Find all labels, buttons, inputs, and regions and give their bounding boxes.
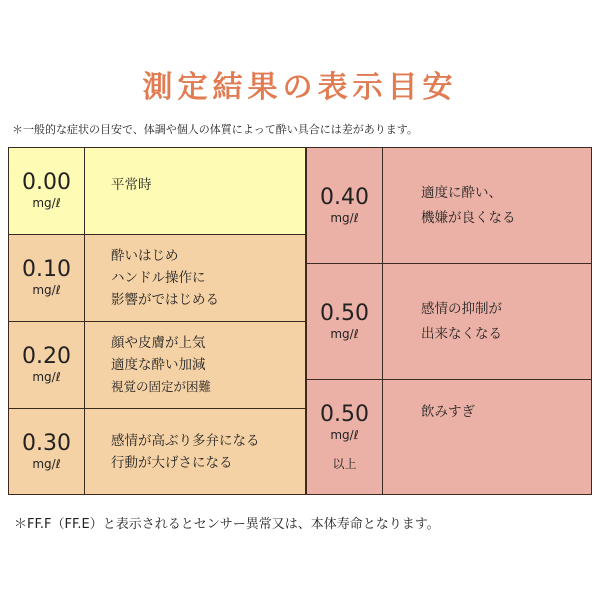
symptom-line: 出来なくなる: [421, 325, 502, 342]
symptom-line: 適度な酔い加減: [111, 357, 206, 373]
level-unit: mg/ℓ: [32, 196, 61, 210]
level-value: 0.00: [22, 170, 71, 195]
right-row-1: [307, 263, 591, 379]
left-row-3: [9, 408, 305, 494]
symptom-line: 顔や皮膚が上気: [111, 335, 206, 351]
symptom-cell: [85, 322, 305, 408]
left-column: [8, 147, 306, 495]
level-value: 0.50: [320, 300, 369, 326]
symptom-line: 酔いはじめ: [111, 248, 179, 264]
level-value: 0.40: [320, 184, 369, 210]
level-extra: 以上: [332, 456, 357, 471]
symptom-line: 機嫌が良くなる: [421, 209, 516, 226]
level-unit: mg/ℓ: [32, 370, 61, 384]
right-column: [306, 147, 592, 495]
symptom-line: 影響がではじめる: [111, 292, 219, 308]
level-cell: [9, 148, 85, 234]
level-unit: mg/ℓ: [330, 210, 359, 225]
result-table: [8, 147, 592, 495]
symptom-cell: [85, 409, 305, 494]
level-cell: [307, 264, 383, 379]
level-value: 0.30: [22, 430, 71, 456]
level-cell: [9, 322, 85, 408]
note-top: ＊一般的な症状の目安で、体調や個人の体質によって酔い具合には差があります。: [12, 123, 418, 136]
symptom-line: 視覚の固定が困難: [111, 379, 212, 394]
symptom-cell: [383, 264, 591, 379]
symptom-cell: [383, 380, 591, 494]
level-cell: [9, 409, 85, 494]
note-bottom: ＊FF.F（FF.E）と表示されるとセンサー異常又は、本体寿命となります。: [14, 517, 440, 532]
level-unit: mg/ℓ: [330, 326, 359, 341]
symptom-cell: [85, 235, 305, 321]
level-value: 0.20: [22, 344, 71, 369]
left-row-2: [9, 321, 305, 408]
level-value: 0.10: [22, 257, 71, 282]
left-row-0: [9, 148, 305, 234]
symptom-cell: [85, 148, 305, 234]
left-row-1: [9, 234, 305, 321]
symptom-line: 飲みすぎ: [421, 404, 475, 420]
symptom-line: 感情が高ぶり多弁になる: [111, 432, 260, 449]
level-cell: [9, 235, 85, 321]
symptom-line: 感情の抑制が: [421, 300, 502, 317]
page-title: 測定結果の表示目安: [142, 70, 458, 105]
level-unit: mg/ℓ: [330, 427, 359, 442]
symptom-line: ハンドル操作に: [111, 270, 206, 286]
symptom-cell: [383, 148, 591, 263]
symptom-line: 適度に酔い、: [421, 184, 502, 201]
symptom-line: 平常時: [111, 177, 152, 193]
symptom-line: 行動が大げさになる: [111, 454, 233, 471]
level-cell: [307, 148, 383, 263]
level-unit: mg/ℓ: [32, 456, 61, 471]
right-row-0: [307, 148, 591, 263]
level-cell: [307, 380, 383, 494]
level-value: 0.50: [320, 401, 369, 427]
right-row-2: [307, 379, 591, 494]
level-unit: mg/ℓ: [32, 283, 61, 297]
